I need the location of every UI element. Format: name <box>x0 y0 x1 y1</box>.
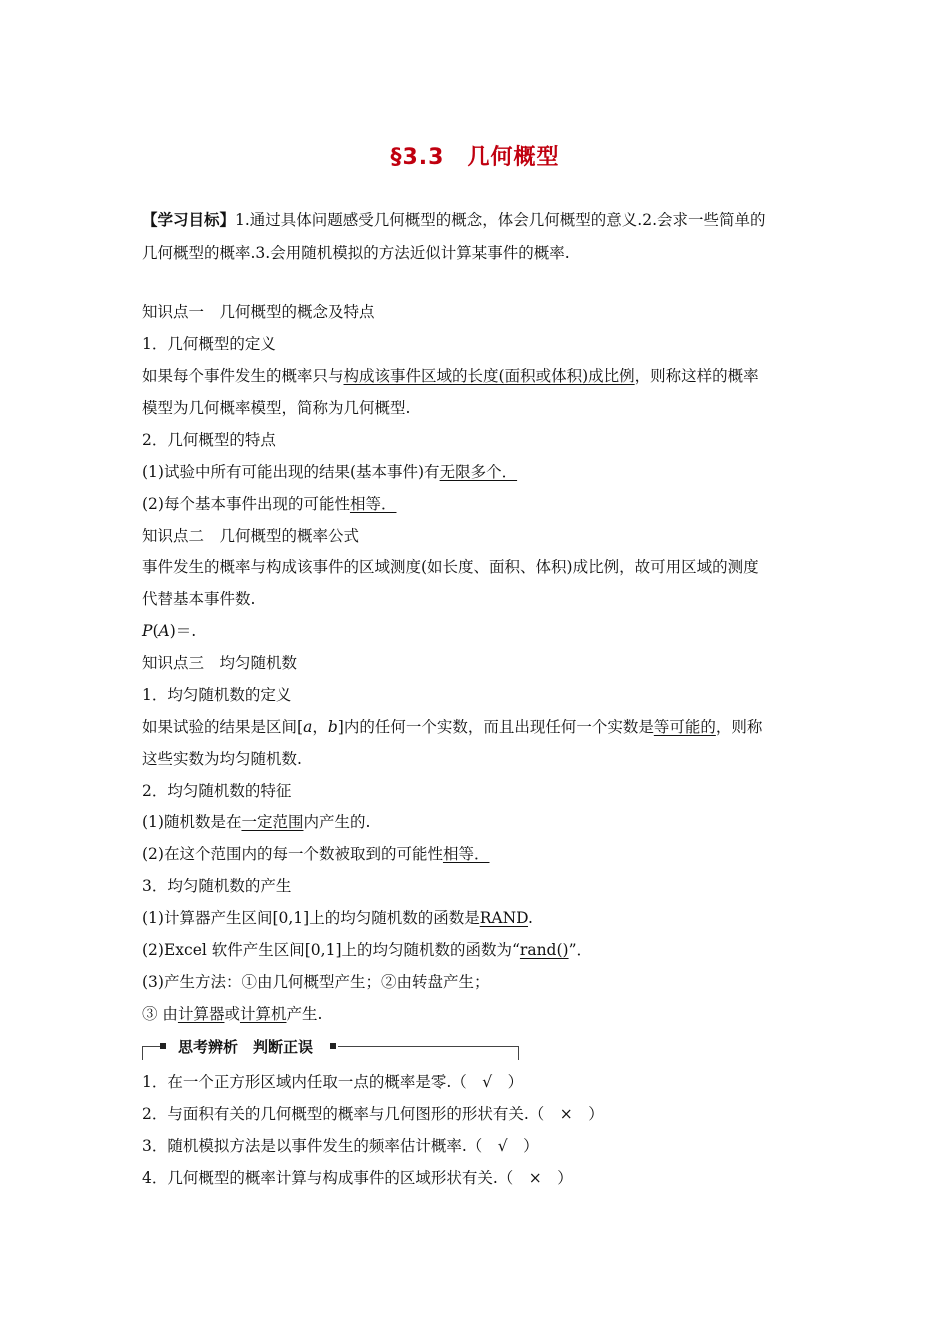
kp3-heading: 知识点三 均匀随机数 <box>142 654 298 672</box>
judge-question-3: 3．随机模拟方法是以事件发生的频率估计概率.（ √ ） <box>142 1137 539 1155</box>
text: (2)Excel 软件产生区间[0,1]上的均匀随机数的函数为“ <box>142 941 520 959</box>
text: (1)随机数是在 <box>142 813 242 831</box>
text: ③ 由 <box>142 1005 178 1023</box>
text: 或 <box>224 1005 240 1023</box>
text: )＝. <box>169 622 197 640</box>
fill-answer: 计算机 <box>239 1005 287 1023</box>
text: ，则称这样的概率 <box>634 367 759 385</box>
objectives-line-2: 几何概型的概率.3.会用随机模拟的方法近似计算某事件的概率. <box>142 244 570 262</box>
kp1-subheading-2: 2．几何概型的特点 <box>142 431 276 449</box>
think-section-header <box>142 1036 520 1060</box>
kp3-generation-4 <box>142 1004 322 1024</box>
kp2-heading: 知识点二 几何概型的概率公式 <box>142 527 360 545</box>
kp1-feature-1 <box>142 462 517 482</box>
text: 产生. <box>286 1005 323 1023</box>
text: ”． <box>568 941 593 959</box>
var-b: b <box>327 718 338 736</box>
kp1-definition-line-1 <box>142 366 759 386</box>
kp2-formula <box>142 621 196 641</box>
kp3-subheading-3: 3．均匀随机数的产生 <box>142 877 292 895</box>
var-a: a <box>303 718 313 736</box>
kp1-definition-line-2: 模型为几何概率模型，简称为几何概型. <box>142 399 411 417</box>
text: 如果每个事件发生的概率只与 <box>142 367 344 385</box>
judge-question-4: 4．几何概型的概率计算与构成事件的区域形状有关.（ × ） <box>142 1169 573 1187</box>
kp3-generation-1 <box>142 908 533 928</box>
text: (2)每个基本事件出现的可能性 <box>142 495 350 513</box>
kp3-generation-3: (3)产生方法：①由几何概型产生；②由转盘产生； <box>142 973 490 991</box>
judge-question-1: 1．在一个正方形区域内任取一点的概率是零.（ √ ） <box>142 1073 524 1091</box>
kp3-subheading-2: 2．均匀随机数的特征 <box>142 782 292 800</box>
kp1-subheading-1: 1．几何概型的定义 <box>142 335 276 353</box>
text: . <box>528 909 533 927</box>
section-title: §3.3 几何概型 <box>390 145 560 170</box>
fill-answer: RAND <box>479 909 529 927</box>
text: ]内的任何一个实数，而且出现任何一个实数是 <box>337 718 654 736</box>
square-bullet-icon <box>160 1043 166 1049</box>
objectives-label: 【学习目标】 <box>142 210 236 229</box>
fill-answer: 相等． <box>349 495 397 513</box>
kp1-heading: 知识点一 几何概型的概念及特点 <box>142 303 375 321</box>
kp3-subheading-1: 1．均匀随机数的定义 <box>142 686 292 704</box>
fill-answer: 等可能的 <box>653 718 716 736</box>
objectives-text-1: 1.通过具体问题感受几何概型的概念，体会几何概型的意义.2.会求一些简单的 <box>235 211 766 229</box>
text: (1)试验中所有可能出现的结果(基本事件)有 <box>142 463 440 481</box>
kp1-feature-2 <box>142 494 396 514</box>
fill-answer: rand() <box>519 941 569 959</box>
judge-question-2: 2．与面积有关的几何概型的概率与几何图形的形状有关.（ × ） <box>142 1105 604 1123</box>
fill-answer: 构成该事件区域的长度(面积或体积)成比例 <box>343 367 635 385</box>
text: 内产生的. <box>303 813 371 831</box>
kp2-text-line-1: 事件发生的概率与构成该事件的区域测度(如长度、面积、体积)成比例，故可用区域的测度 <box>142 558 759 576</box>
header-rule-right <box>338 1046 518 1047</box>
objectives-line-1 <box>142 210 766 230</box>
text: (2)在这个范围内的每一个数被取到的可能性 <box>142 845 443 863</box>
kp2-text-line-2: 代替基本事件数. <box>142 590 256 608</box>
think-section-label: 思考辨析 判断正误 <box>174 1036 319 1057</box>
fill-answer: 无限多个． <box>439 463 518 481</box>
kp3-feature-1 <box>142 812 370 832</box>
text: ， <box>312 718 328 736</box>
fill-answer: 一定范围 <box>241 813 304 831</box>
kp3-definition-line-1 <box>142 717 762 737</box>
fill-answer: 计算器 <box>177 1005 225 1023</box>
formula-a: A <box>158 622 170 640</box>
kp3-feature-2 <box>142 844 489 864</box>
kp3-definition-line-2: 这些实数为均匀随机数. <box>142 750 302 768</box>
fill-answer: 相等． <box>442 845 490 863</box>
square-bullet-icon <box>330 1043 336 1049</box>
text: 如果试验的结果是区间[ <box>142 718 304 736</box>
formula-p: P <box>142 622 153 640</box>
kp3-generation-2 <box>142 940 592 960</box>
text: (1)计算器产生区间[0,1]上的均匀随机数的函数是 <box>142 909 480 927</box>
text: ( <box>152 622 159 640</box>
text: ，则称 <box>715 718 763 736</box>
